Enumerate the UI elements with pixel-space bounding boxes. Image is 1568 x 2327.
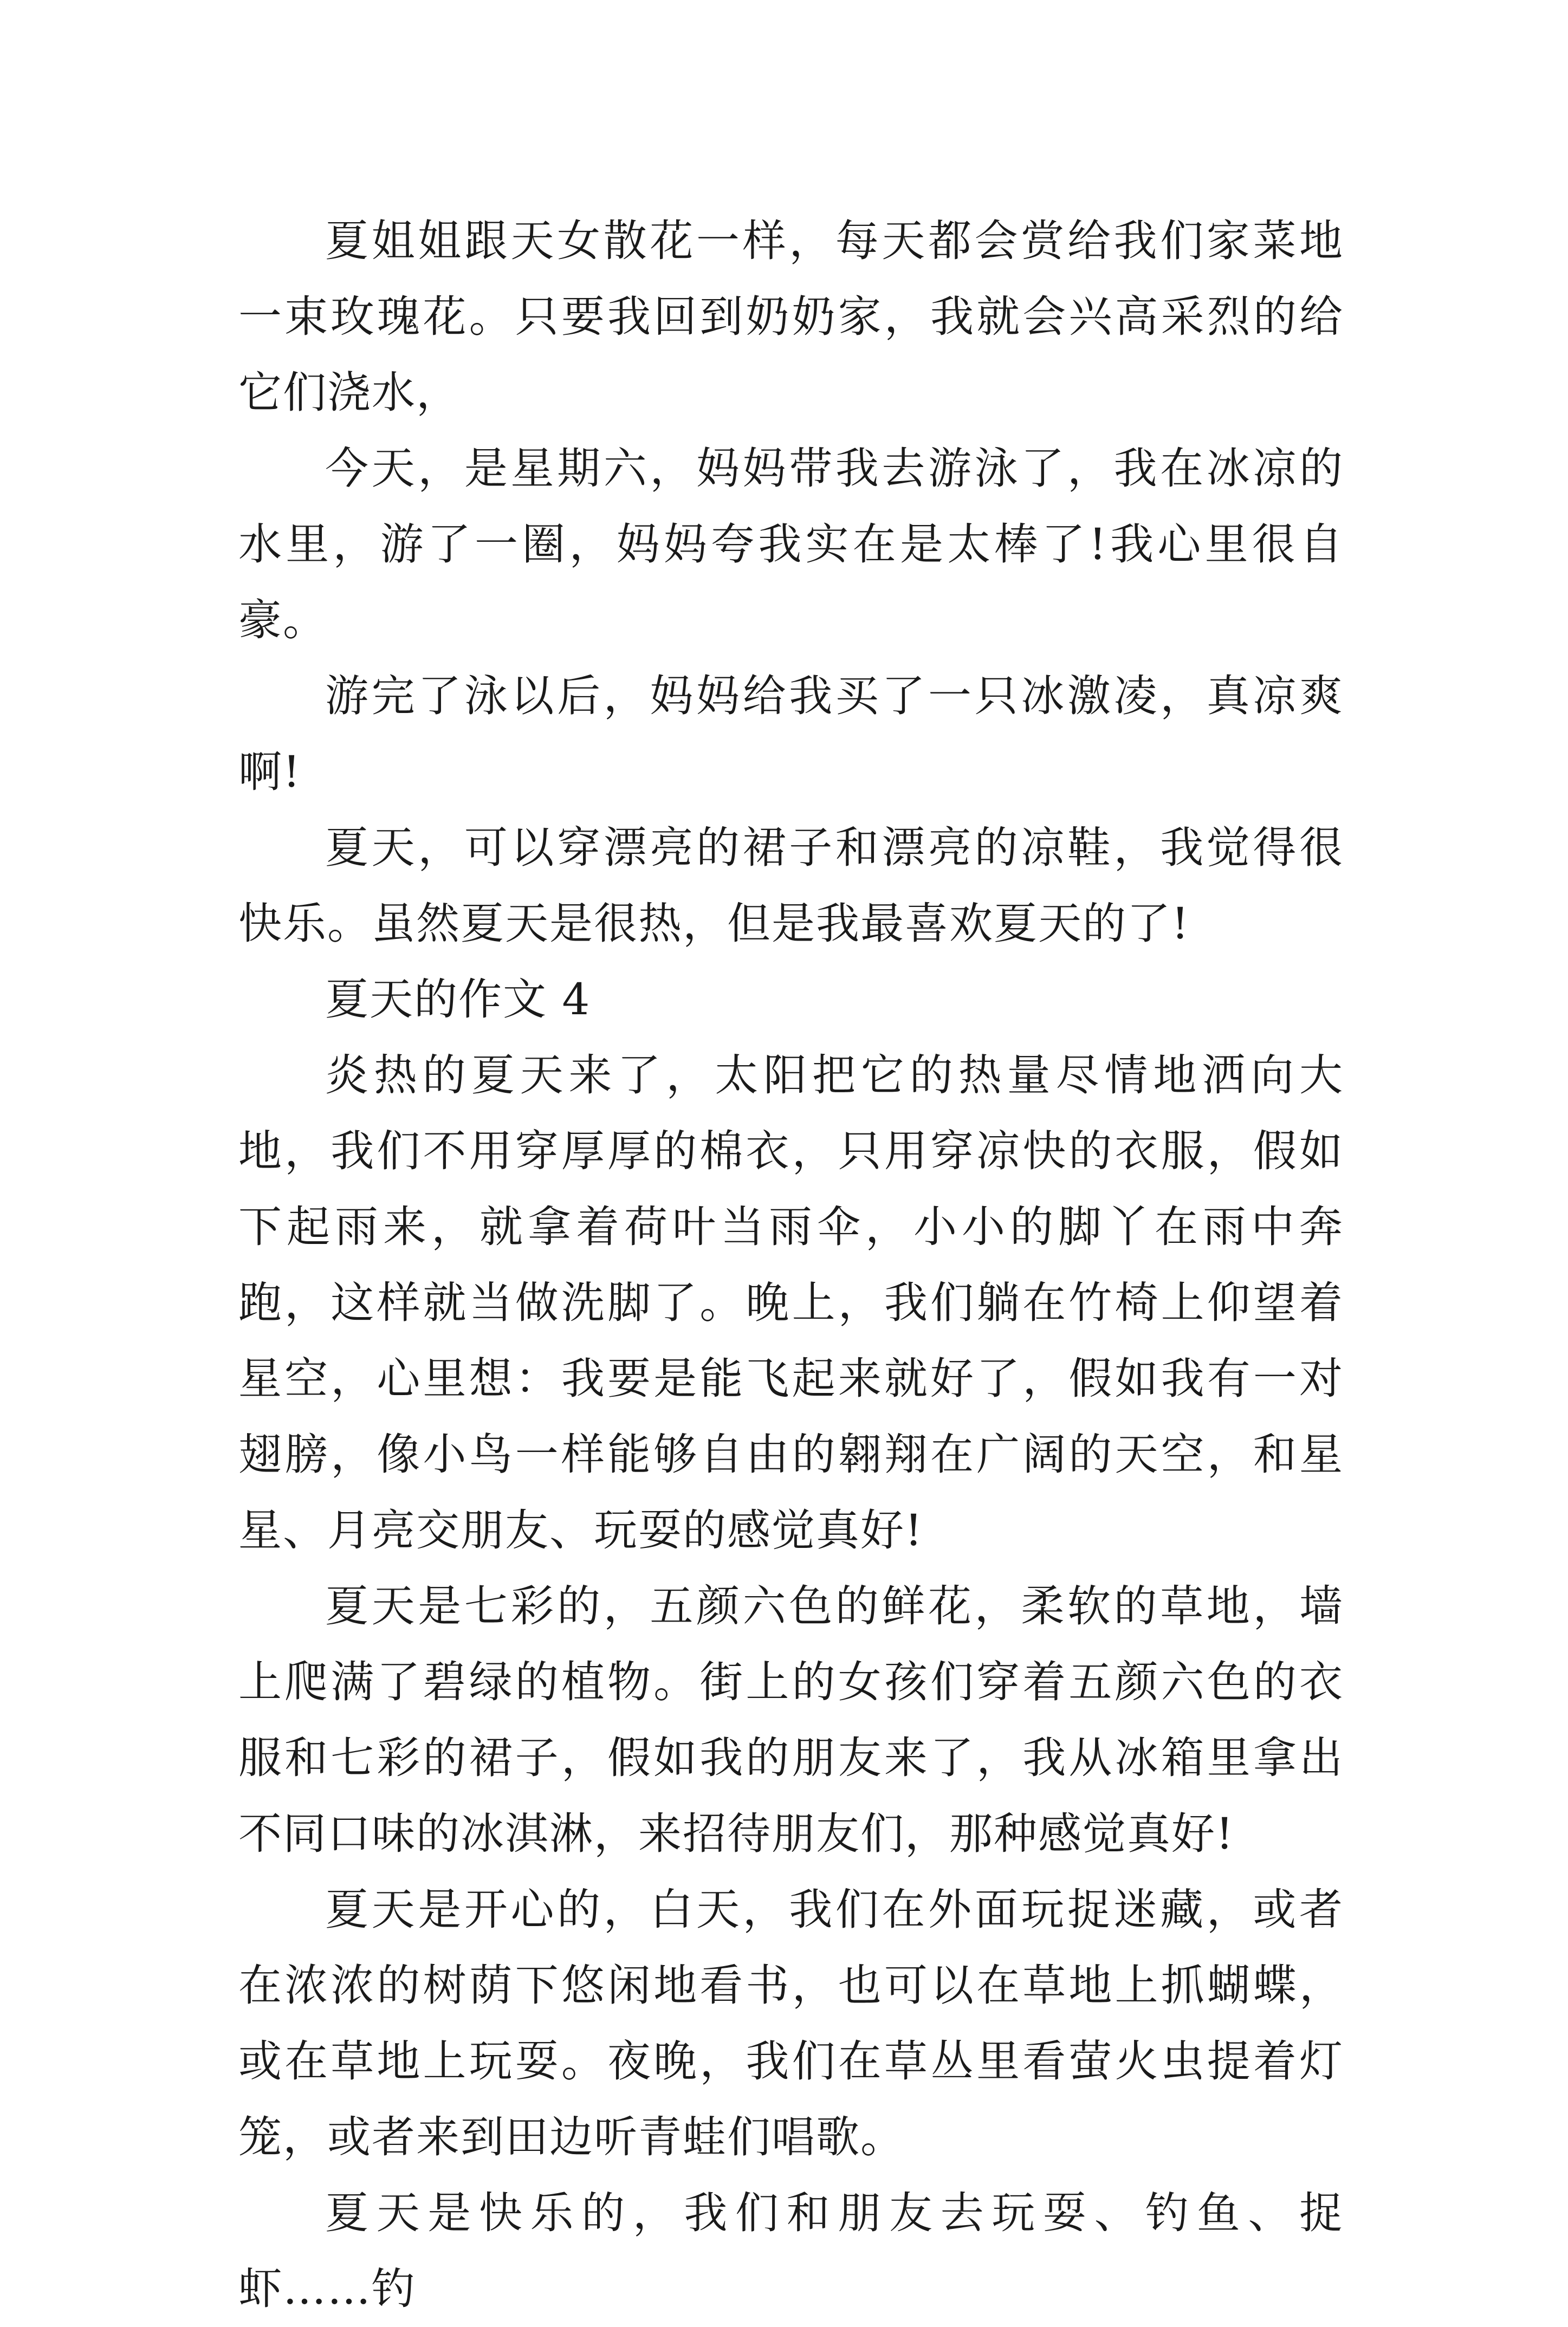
paragraph-8: 夏天是快乐的，我们和朋友去玩耍、钓鱼、捉虾……钓 xyxy=(238,2188,1344,2314)
essay-body xyxy=(238,203,1344,2327)
paragraph-7: 夏天是开心的，白天，我们在外面玩捉迷藏，或者在浓浓的树荫下悠闲地看书，也可以在草地上抓蝴蝶，或在草地上玩耍。夜晚，我们在草丛里看萤火虫提着灯笼，或者来到田边听青蛙们唱歌。 xyxy=(238,1884,1344,2162)
paragraph-4: 夏天，可以穿漂亮的裙子和漂亮的凉鞋，我觉得很快乐。虽然夏天是很热，但是我最喜欢夏天的了! xyxy=(238,822,1344,949)
paragraph-6: 夏天是七彩的，五颜六色的鲜花，柔软的草地，墙上爬满了碧绿的植物。街上的女孩们穿着五颜六色的衣服和七彩的裙子，假如我的朋友来了，我从冰箱里拿出不同口味的冰淇淋，来招待朋友们，那种感觉真好! xyxy=(238,1581,1344,1859)
paragraph-5: 炎热的夏天来了，太阳把它的热量尽情地洒向大地，我们不用穿厚厚的棉衣，只用穿凉快的衣服，假如下起雨来，就拿着荷叶当雨伞，小小的脚丫在雨中奔跑，这样就当做洗脚了。晚上，我们躺在竹椅上仰望着星空，心里想：我要是能飞起来就好了，假如我有一对翅膀，像小鸟一样能够自由的翱翔在广阔的天空，和星星、月亮交朋友、玩耍的感觉真好! xyxy=(238,1050,1344,1555)
paragraph-2: 今天，是星期六，妈妈带我去游泳了，我在冰凉的水里，游了一圈，妈妈夸我实在是太棒了!我心里很自豪。 xyxy=(238,443,1344,645)
paragraph-1: 夏姐姐跟天女散花一样，每天都会赏给我们家菜地一束玫瑰花。只要我回到奶奶家，我就会兴高采烈的给它们浇水， xyxy=(238,216,1344,418)
paragraph-3: 游完了泳以后，妈妈给我买了一只冰激凌，真凉爽啊! xyxy=(238,671,1344,797)
section-heading: 夏天的作文 4 xyxy=(325,974,591,1025)
